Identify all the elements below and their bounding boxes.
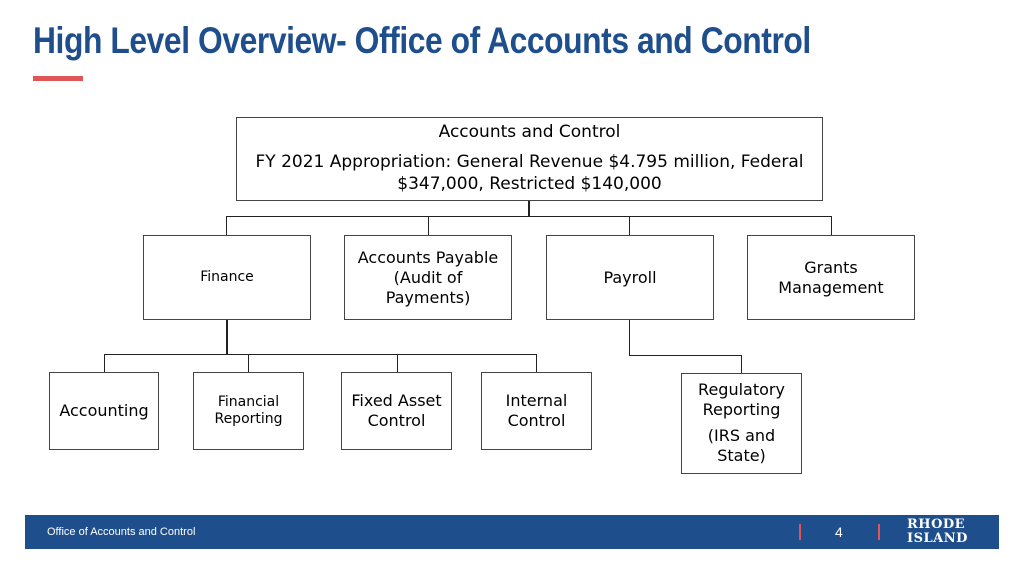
org-box-financial-reporting — [193, 372, 304, 450]
org-box-regulatory-reporting — [681, 373, 802, 474]
root-title: Accounts and Control — [438, 122, 621, 142]
connector — [226, 216, 832, 217]
org-box-finance — [143, 235, 311, 320]
regulatory-sub-label: (IRS and State) — [707, 426, 776, 465]
connector — [741, 355, 742, 373]
org-box-grants-management — [747, 235, 915, 320]
connector — [629, 216, 630, 235]
root-appropriation: FY 2021 Appropriation: General Revenue $4.795 million, Federal $347,000, Restricted $140,000 — [255, 152, 804, 195]
logo-line-2: ISLAND — [907, 531, 968, 546]
title-underline — [33, 76, 83, 81]
connector — [536, 354, 537, 373]
connector — [397, 354, 398, 373]
financial-reporting-label: Financial Reporting — [214, 393, 283, 427]
page-number: 4 — [835, 524, 843, 540]
connector — [428, 216, 429, 235]
regulatory-label: Regulatory Reporting — [698, 380, 785, 419]
connector — [831, 216, 832, 235]
connector — [226, 320, 228, 355]
logo-line-1: RHODE — [907, 517, 966, 532]
org-box-accounting — [49, 372, 159, 450]
connector — [528, 201, 530, 217]
footer-divider — [799, 524, 801, 540]
org-box-internal-control — [481, 372, 592, 450]
grants-label: Grants Management — [778, 258, 884, 297]
connector — [104, 354, 105, 373]
accounts-payable-label: Accounts Payable (Audit of Payments) — [357, 247, 499, 307]
rhode-island-logo — [907, 518, 968, 546]
connector — [248, 354, 249, 373]
fixed-asset-label: Fixed Asset Control — [351, 391, 442, 430]
connector — [226, 216, 227, 235]
org-box-accounts-and-control — [236, 117, 823, 201]
connector — [629, 320, 630, 356]
org-box-payroll — [546, 235, 714, 320]
org-box-accounts-payable — [344, 235, 512, 320]
internal-control-label: Internal Control — [505, 391, 568, 430]
connector — [104, 354, 537, 355]
footer-divider — [878, 524, 880, 540]
page-title: High Level Overview- Office of Accounts and Control — [33, 20, 811, 61]
connector — [629, 355, 742, 356]
footer-bar — [25, 515, 999, 549]
accounting-label: Accounting — [59, 401, 149, 420]
finance-label: Finance — [200, 269, 254, 285]
footer-text: Office of Accounts and Control — [47, 526, 196, 538]
payroll-label: Payroll — [603, 268, 657, 287]
org-box-fixed-asset-control — [341, 372, 452, 450]
